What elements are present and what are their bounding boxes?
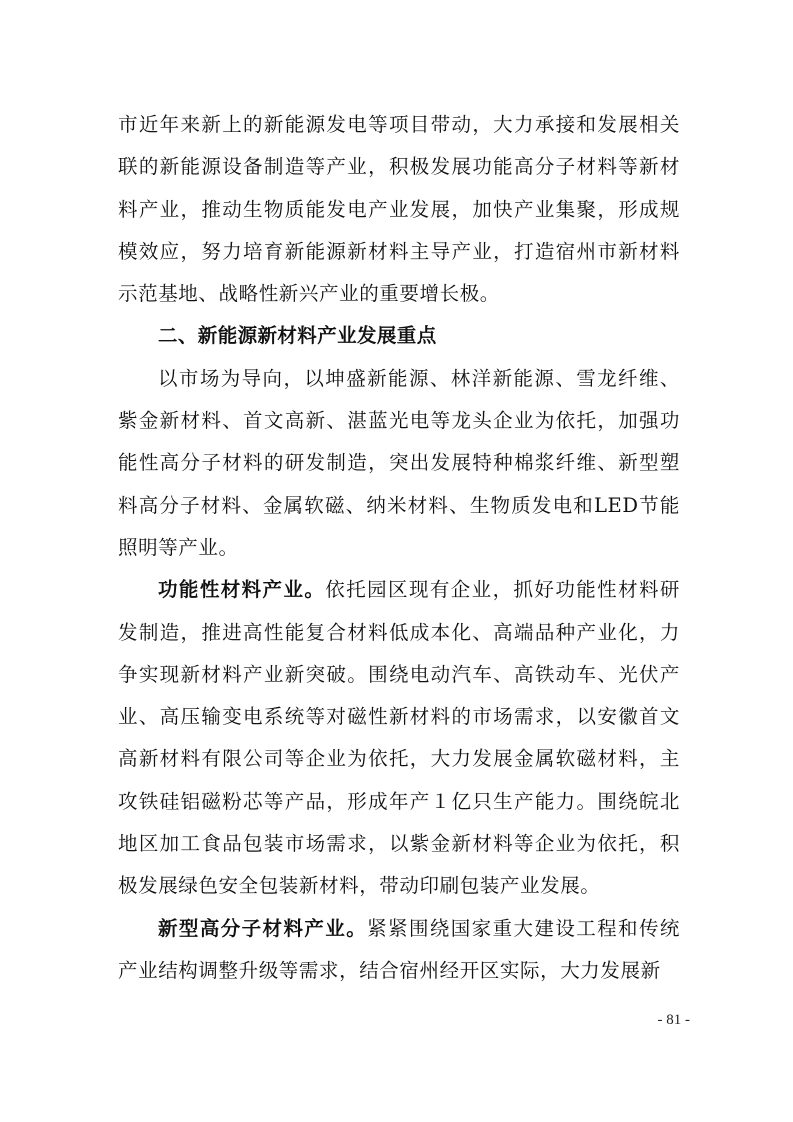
paragraph-development-focus: 以市场为导向，以坤盛新能源、林洋新能源、雪龙纤维、紫金新材料、首文高新、湛蓝光电等龙头企业为依托，加强功能性高分子材料的研发制造，突出发展特种棉浆纤维、新型塑料高分子材料、金属软磁、纳米材料、生物质发电和LED节能照明等产业。 [118,366,680,559]
section-heading: 二、新能源新材料产业发展重点 [158,324,437,348]
paragraph-lead-polymer-materials: 新型高分子材料产业。 [158,916,368,940]
body-text [118,104,680,992]
paragraph-body-functional-materials: 依托园区现有企业，抓好功能性材料研发制造，推进高性能复合材料低成本化、高端品种产业化，力争实现新材料产业新突破。围绕电动汽车、高铁动车、光伏产业、高压输变电系统等对磁性新材料的市场需求，以安徽首文高新材料有限公司等企业为依托，大力发展金属软磁材料，主攻铁硅铝磁粉芯等产品，形成年产１亿只生产能力。围绕皖北地区加工食品包装市场需求，以紫金新材料等企业为依托，积极发展绿色安全包装新材料，带动印刷包装产业发展。 [118,578,680,898]
paragraph-functional-materials [118,569,680,907]
paragraph-polymer-materials [118,908,680,993]
paragraph-lead-functional-materials: 功能性材料产业。 [158,578,326,602]
paragraph-continuation: 市近年来新上的新能源发电等项目带动，大力承接和发展相关联的新能源设备制造等产业，积极发展功能高分子材料等新材料产业，推动生物质能发电产业发展，加快产业集聚，形成规模效应，努力培育新能源新材料主导产业，打造宿州市新材料示范基地、战略性新兴产业的重要增长极。 [118,113,680,306]
page-number: - 81 - [657,1012,690,1028]
paragraph-body-polymer-materials: 紧紧围绕国家重大建设工程和传统产业结构调整升级等需求，结合宿州经开区实际，大力发展新 [118,916,680,982]
